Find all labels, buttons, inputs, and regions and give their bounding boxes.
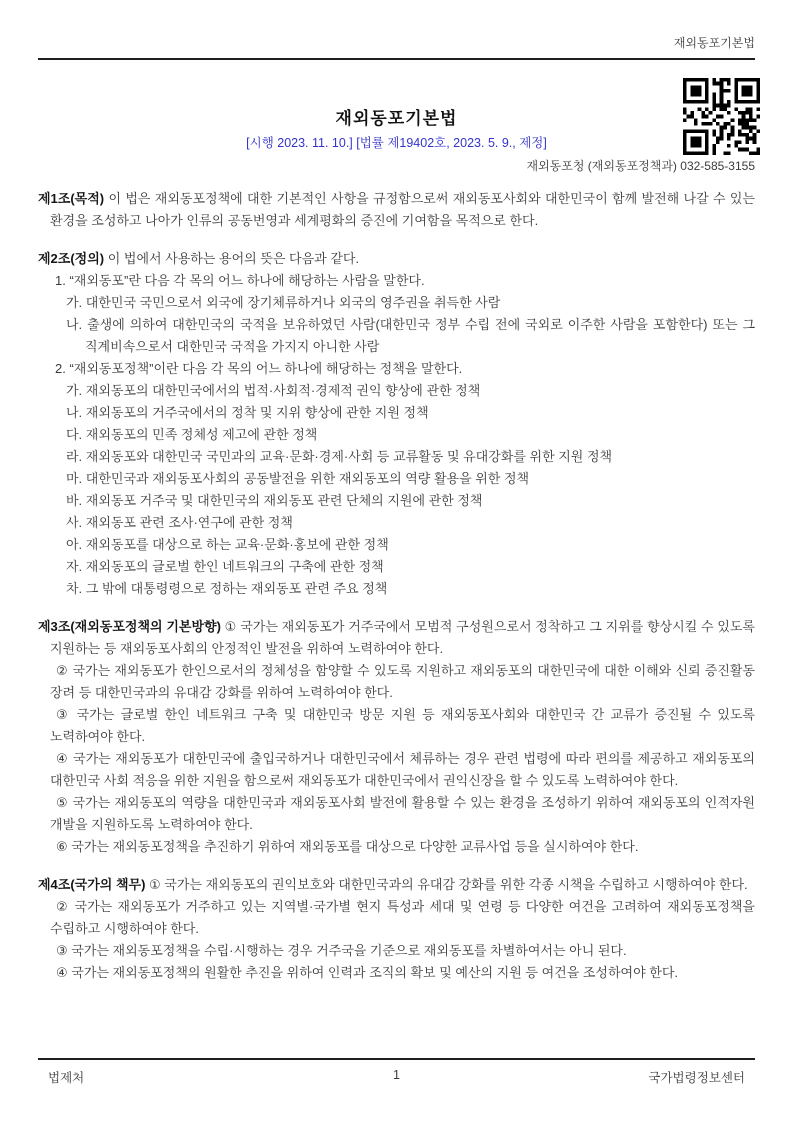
article-paragraph: ⑤ 국가는 재외동포의 역량을 대한민국과 재외동포사회 발전에 활용할 수 있는 환경을 조성하기 위하여 재외동포의 인적자원 개발을 지원하도록 노력하여야 한다. xyxy=(50,795,755,832)
footer-agency: 법제처 xyxy=(48,1071,85,1085)
article xyxy=(38,616,755,858)
article-heading: 제4조(국가의 책무) xyxy=(38,877,146,892)
article xyxy=(38,248,755,600)
article-subitem: 바. 재외동포 거주국 및 대한민국의 재외동포 관련 단체의 지원에 관한 정책 xyxy=(66,493,483,508)
article-paragraph: ④ 국가는 재외동포정책의 원활한 추진을 위하여 인력과 조직의 확보 및 예산의 지원 등 여건을 조성하여야 한다. xyxy=(56,965,678,980)
article-paragraph: ② 국가는 재외동포가 한인으로서의 정체성을 함양할 수 있도록 지원하고 재외동포의 대한민국에 대한 이해와 신뢰 증진활동 장려 등 대한민국과의 유대감 강화를 위하여 노력하여야 한다. xyxy=(50,663,755,700)
agency-contact-line: 재외동포청 (재외동포정책과) 032-585-3155 xyxy=(526,159,755,173)
enforcement-line: [시행 2023. 11. 10.] [법률 제19402호, 2023. 5. 9., 제정] xyxy=(246,136,547,150)
article-subitem: 가. 재외동포의 대한민국에서의 법적·사회적·경제적 권익 향상에 관한 정책 xyxy=(66,383,481,398)
article-subitem: 가. 대한민국 국민으로서 외국에 장기체류하거나 외국의 영주권을 취득한 사람 xyxy=(66,295,501,310)
article-subitem: 사. 재외동포 관련 조사·연구에 관한 정책 xyxy=(66,515,293,530)
article-subitem: 자. 재외동포의 글로벌 한인 네트워크의 구축에 관한 정책 xyxy=(66,559,384,574)
running-header: 재외동포기본법 xyxy=(673,36,755,50)
article-lead: 제4조(국가의 책무) ① 국가는 재외동포의 권익보호와 대한민국과의 유대감 강화를 위한 각종 시책을 수립하고 시행하여야 한다. xyxy=(38,877,748,892)
article-subitem: 2. “재외동포정책”이란 다음 각 목의 어느 하나에 해당하는 정책을 말한다. xyxy=(55,361,463,376)
article-subitem: 다. 재외동포의 민족 정체성 제고에 관한 정책 xyxy=(66,427,318,442)
article-lead: 제3조(재외동포정책의 기본방향) ① 국가는 재외동포가 거주국에서 모범적 구성원으로서 정착하고 그 지위를 향상시킬 수 있도록 지원하는 등 재외동포사회의 안정적인 발전을 위하여 노력하여야 한다. xyxy=(38,619,755,656)
article-subitem: 차. 그 밖에 대통령령으로 정하는 재외동포 관련 주요 정책 xyxy=(66,581,388,596)
document-title: 재외동포기본법 xyxy=(335,109,458,128)
article-subitem: 라. 재외동포와 대한민국 국민과의 교육·문화·경제·사회 등 교류활동 및 유대강화를 위한 지원 정책 xyxy=(66,449,613,464)
header-rule xyxy=(38,58,755,60)
footer-rule xyxy=(38,1058,755,1060)
article-subitem: 나. 출생에 의하여 대한민국의 국적을 보유하였던 사람(대한민국 정부 수립 전에 국외로 이주한 사람을 포함한다) 또는 그 직계비속으로서 대한민국 국적을 가지지 아니한 사람 xyxy=(66,317,755,354)
article-paragraph: ④ 국가는 재외동포가 대한민국에 출입국하거나 대한민국에서 체류하는 경우 관련 법령에 따라 편의를 제공하고 재외동포의 대한민국 사회 적응을 위한 지원을 함으로써 재외동포가 대한민국에서 권익신장을 할 수 있도록 노력하여야 한다. xyxy=(50,751,755,788)
article-heading: 제3조(재외동포정책의 기본방향) xyxy=(38,619,221,634)
article-subitem: 나. 재외동포의 거주국에서의 정착 및 지위 향상에 관한 지원 정책 xyxy=(66,405,429,420)
article xyxy=(38,188,755,232)
article-subitem: 아. 재외동포를 대상으로 하는 교육·문화·홍보에 관한 정책 xyxy=(66,537,389,552)
article-heading: 제1조(목적) xyxy=(38,191,105,206)
article-heading: 제2조(정의) xyxy=(38,251,105,266)
article-subitem: 마. 대한민국과 재외동포사회의 공동발전을 위한 재외동포의 역량 활용을 위한 정책 xyxy=(66,471,530,486)
article-subitem: 1. “재외동포”란 다음 각 목의 어느 하나에 해당하는 사람을 말한다. xyxy=(55,273,425,288)
document-body xyxy=(38,188,755,984)
article-paragraph: ③ 국가는 글로벌 한인 네트워크 구축 및 대한민국 방문 지원 등 재외동포사회와 대한민국 간 교류가 증진될 수 있도록 노력하여야 한다. xyxy=(50,707,755,744)
article-paragraph: ③ 국가는 재외동포정책을 수립·시행하는 경우 거주국을 기준으로 재외동포를 차별하여서는 아니 된다. xyxy=(56,943,627,958)
article xyxy=(38,874,755,984)
article-paragraph: ⑥ 국가는 재외동포정책을 추진하기 위하여 재외동포를 대상으로 다양한 교류사업 등을 실시하여야 한다. xyxy=(56,839,639,854)
article-paragraph: ② 국가는 재외동포가 거주하고 있는 지역별·국가별 현지 특성과 세대 및 연령 등 다양한 여건을 고려하여 재외동포정책을 수립하고 시행하여야 한다. xyxy=(50,899,755,936)
footer-site-name: 국가법령정보센터 xyxy=(648,1071,745,1085)
article-lead: 제1조(목적) 이 법은 재외동포정책에 대한 기본적인 사항을 규정함으로써 재외동포사회와 대한민국이 함께 발전해 나갈 수 있는 환경을 조성하고 나아가 인류의 공동번영과 세계평화의 증진에 기여함을 목적으로 한다. xyxy=(38,191,755,228)
article-lead: 제2조(정의) 이 법에서 사용하는 용어의 뜻은 다음과 같다. xyxy=(38,251,360,266)
footer-page-number: 1 xyxy=(393,1068,400,1082)
